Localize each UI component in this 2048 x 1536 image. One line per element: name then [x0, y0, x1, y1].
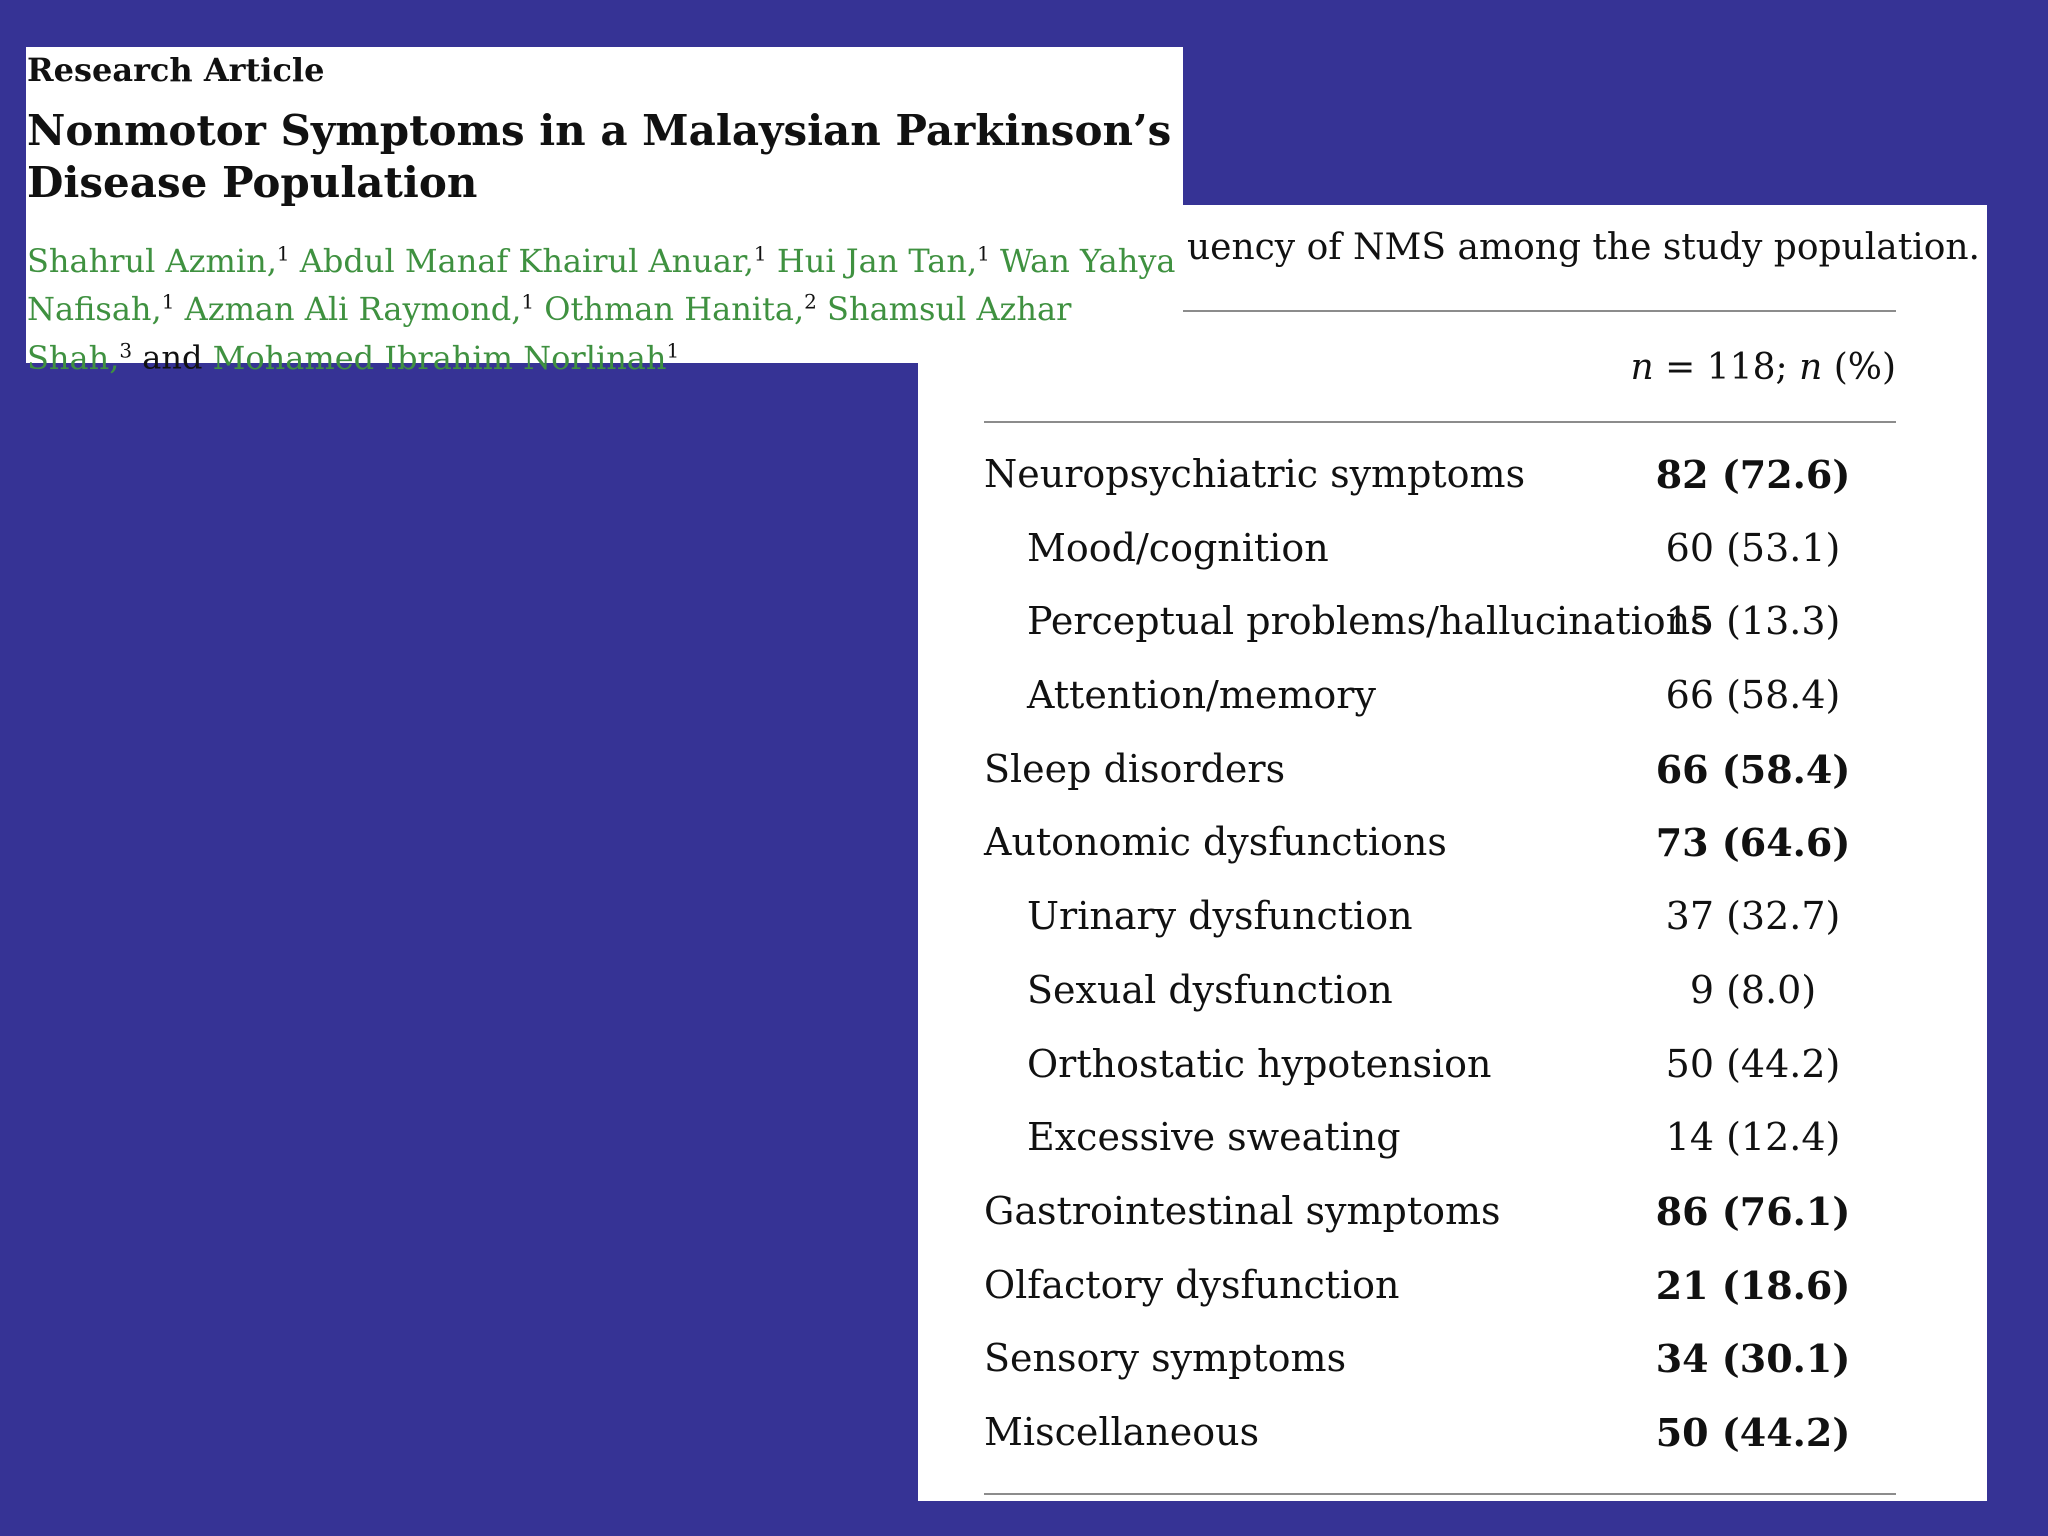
author-name[interactable]: Othman Hanita,: [544, 290, 805, 329]
row-label: Orthostatic hypotension: [1027, 1041, 1492, 1086]
row-value: 9 (8.0): [1689, 967, 1817, 1012]
row-value: 50 (44.2): [1665, 1041, 1841, 1086]
table-row: [984, 661, 1896, 735]
row-value: 82 (72.6): [1655, 452, 1851, 497]
table-row: [984, 1398, 1896, 1472]
row-value: 15 (13.3): [1665, 599, 1841, 644]
author-name[interactable]: Mohamed Ibrahim Norlinah: [212, 338, 667, 377]
row-value: 86 (76.1): [1655, 1188, 1851, 1234]
table-row: [984, 735, 1896, 809]
row-label: Sleep disorders: [984, 746, 1286, 791]
table-row: [984, 808, 1896, 882]
row-label: Gastrointestinal symptoms: [984, 1188, 1501, 1233]
table-row: [984, 1177, 1896, 1251]
author-name[interactable]: Hui Jan Tan,: [776, 241, 978, 280]
nms-table-panel: [918, 205, 1987, 1501]
affiliation-marker: 1: [276, 241, 290, 265]
row-value: 66 (58.4): [1655, 746, 1851, 792]
author-name[interactable]: Wan Yahya Nafisah,: [27, 241, 1176, 329]
author-link[interactable]: [300, 242, 767, 280]
author-name[interactable]: Azman Ali Raymond,: [184, 290, 522, 329]
row-label: Autonomic dysfunctions: [984, 820, 1447, 865]
row-label: Neuropsychiatric symptoms: [984, 452, 1526, 496]
table-bottom-rule: [984, 1493, 1896, 1495]
row-value: 34 (30.1): [1655, 1336, 1851, 1382]
author-name[interactable]: Shamsul Azhar Shah,: [27, 290, 1072, 377]
author-link[interactable]: [27, 242, 290, 280]
affiliation-marker: 1: [521, 289, 535, 314]
row-value: 21 (18.6): [1655, 1262, 1851, 1308]
article-type: Research Article: [27, 51, 325, 89]
table-row: [984, 1324, 1896, 1398]
author-link[interactable]: [777, 242, 990, 280]
article-title: Nonmotor Symptoms in a Malaysian Parkinson’s Disease Population: [27, 106, 1172, 207]
author-name[interactable]: Shahrul Azmin,: [27, 241, 277, 280]
author-list: [27, 233, 1177, 379]
table-row: [984, 440, 1896, 514]
row-value: 50 (44.2): [1655, 1409, 1851, 1455]
author-link[interactable]: [185, 290, 535, 328]
author-link[interactable]: [213, 339, 680, 377]
table-row: [984, 1030, 1896, 1104]
row-value: 37 (32.7): [1665, 894, 1841, 939]
row-label: Perceptual problems/hallucinations: [1027, 599, 1710, 644]
row-label: Sexual dysfunction: [1027, 967, 1393, 1012]
column-header-n2: n: [1799, 347, 1823, 388]
row-value: 73 (64.6): [1655, 820, 1851, 866]
column-header-n: n: [1630, 347, 1654, 388]
affiliation-marker: 1: [161, 289, 175, 314]
affiliation-marker: 1: [977, 241, 990, 265]
table-row: [984, 1103, 1896, 1177]
row-value: 14 (12.4): [1665, 1115, 1841, 1160]
table-row: [984, 514, 1896, 588]
row-value: 60 (53.1): [1665, 525, 1841, 570]
affiliation-marker: 1: [666, 338, 680, 363]
row-label: Sensory symptoms: [984, 1336, 1347, 1381]
table-row: [984, 587, 1896, 661]
row-label: Mood/cognition: [1027, 525, 1329, 570]
affiliation-marker: 1: [753, 241, 767, 265]
table-row: [984, 1251, 1896, 1325]
row-label: Attention/memory: [1027, 673, 1376, 718]
row-label: Miscellaneous: [984, 1409, 1260, 1454]
row-label: Urinary dysfunction: [1027, 894, 1413, 939]
column-header-mid: = 118;: [1653, 347, 1800, 388]
row-label: Olfactory dysfunction: [984, 1262, 1400, 1307]
author-name[interactable]: Abdul Manaf Khairul Anuar,: [299, 241, 754, 280]
row-value: 66 (58.4): [1665, 673, 1841, 718]
table-body: [984, 440, 1896, 1472]
table-row: [984, 956, 1896, 1030]
row-label: Excessive sweating: [1027, 1115, 1401, 1160]
column-header-tail: (%): [1822, 347, 1896, 388]
affiliation-marker: 3: [119, 338, 133, 363]
table-row: [984, 882, 1896, 956]
table-caption: uency of NMS among the study population.: [1186, 227, 1980, 268]
affiliation-marker: 2: [804, 289, 817, 314]
article-header-card: [26, 47, 1183, 377]
author-and: and: [142, 338, 203, 377]
author-link[interactable]: [544, 290, 817, 328]
table-header-rule: [984, 421, 1896, 423]
